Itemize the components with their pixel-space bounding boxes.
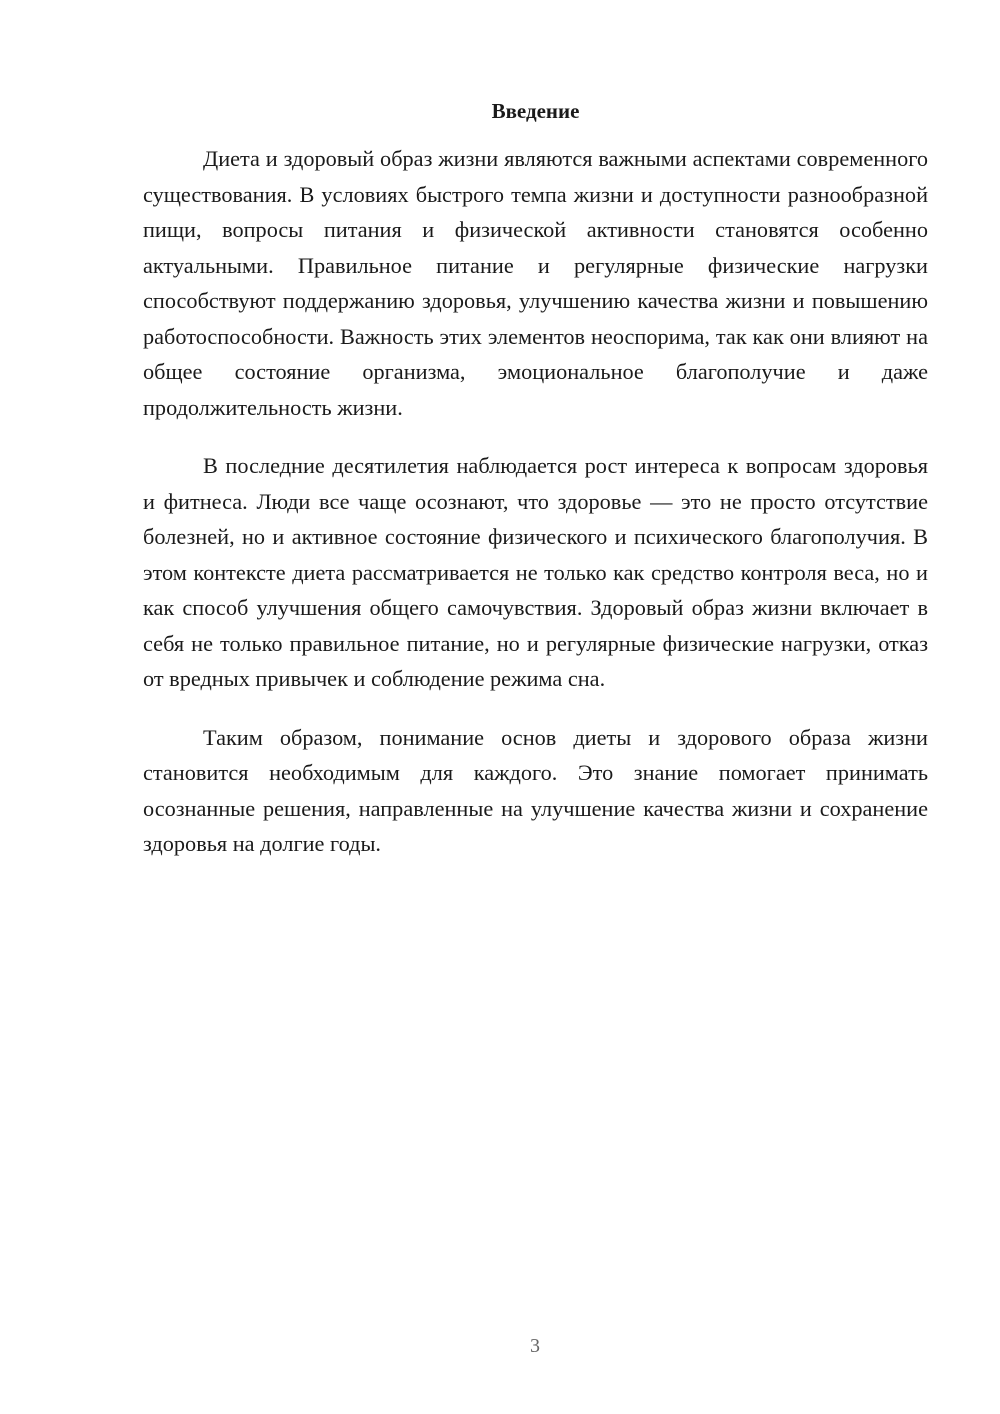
paragraph-2: В последние десятилетия наблюдается рост интереса к вопросам здоровья и фитнеса. Люди все чаще осознают, что здоровье — это не просто отсутствие болезней, но и активное состояние физического и психического благополучия. В этом контексте диета рассматривается не только как средство контроля веса, но и как способ улучшения общего самочувствия. Здоровый образ жизни включает в себя не только правильное питание, но и регулярные физические нагрузки, отказ от вредных привычек и соблюдение режима сна. (143, 453, 928, 691)
paragraph-3: Таким образом, понимание основ диеты и здорового образа жизни становится необходимым для каждого. Это знание помогает принимать осознанные решения, направленные на улучшение качества жизни и сохранение здоровья на долгие годы. (143, 724, 928, 856)
paragraph-1: Диета и здоровый образ жизни являются важными аспектами современного существования. В условиях быстрого темпа жизни и доступности разнообразной пищи, вопросы питания и физической активности становятся особенно актуальными. Правильное питание и регулярные физические нагрузки способствуют поддержанию здоровья, улучшению качества жизни и повышению работоспособности. Важность этих элементов неоспорима, так как они влияют на общее состояние организма, эмоциональное благополучие и даже продолжительность жизни. (143, 146, 928, 420)
page-number: 3 (530, 1335, 540, 1357)
page-content (143, 95, 928, 885)
page-title: Введение (491, 99, 580, 123)
